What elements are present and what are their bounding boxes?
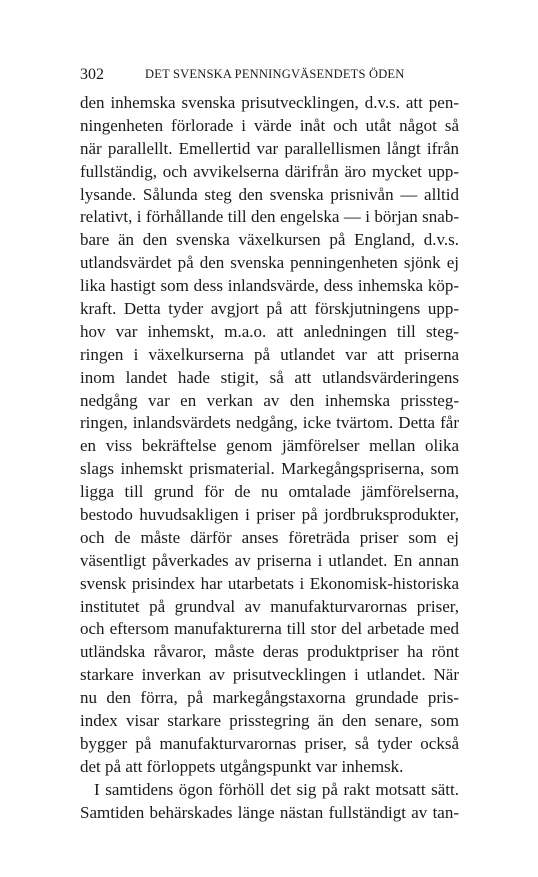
text-line: Samtiden behärskades länge nästan fullständigt av tan- (80, 802, 459, 822)
text-line: inom landet hade stigit, så att utlandsvärderingens (80, 367, 459, 387)
text-line: utländska råvaror, måste deras produktpriser ha rönt (80, 642, 459, 662)
text-line: nedgång var en verkan av den inhemska prissteg- (80, 390, 459, 410)
text-line: ringen, inlandsvärdets nedgång, icke tvärtom. Detta får (80, 413, 459, 433)
text-line: bygger på manufakturvarornas priser, så tyder också (80, 733, 459, 753)
text-line: kraft. Detta tyder avgjort på att förskjutningens upp- (80, 299, 459, 319)
text-line: ningenheten förlorade i värde inåt och utåt något så (80, 115, 459, 135)
text-line: svensk prisindex har utarbetats i Ekonomisk-historiska (80, 573, 459, 593)
text-line: hov var inhemskt, m.a.o. att anledningen till steg- (80, 321, 459, 341)
page-header (80, 66, 460, 86)
text-line: relativt, i förhållande till den engelska — i början snab- (80, 207, 459, 227)
text-line: den inhemska svenska prisutvecklingen, d.v.s. att pen- (80, 93, 459, 112)
text-line: starkare inverkan av prisutvecklingen i utlandet. När (80, 665, 459, 685)
text-line: slags inhemskt prismaterial. Markegångspriserna, som (80, 459, 459, 479)
text-line: utlandsvärdet på den svenska penningenheten sjönk ej (80, 253, 459, 273)
paragraph-last-line: det på att förloppets utgångspunkt var inhemsk. (80, 756, 404, 776)
text-line: ligga till grund för de nu omtalade jämförelserna, (80, 482, 459, 502)
text-line: institutet på grundval av manufakturvarornas priser, (80, 596, 459, 616)
text-line: bestodo huvudsakligen i priser på jordbruksprodukter, (80, 505, 459, 525)
text-line: när parallellt. Emellertid var parallellismen långt ifrån (80, 138, 459, 158)
text-line: en viss bekräftelse genom jämförelser mellan olika (80, 436, 459, 456)
text-line: lysande. Sålunda steg den svenska prisnivån — alltid (80, 184, 459, 204)
paragraph-first-line: I samtidens ögon förhöll det sig på rakt motsatt sätt. (94, 779, 459, 799)
running-head: DET SVENSKA PENNINGVÄSENDETS ÖDEN (145, 67, 405, 81)
text-line: och de måste därför anses företräda priser som ej (80, 527, 459, 547)
text-line: nu den förra, på markegångstaxorna grundade pris- (80, 688, 459, 708)
body-text (80, 92, 459, 825)
text-line: lika hastigt som dess inlandsvärde, dess inhemska köp- (80, 276, 459, 296)
text-line: index visar starkare prisstegring än den senare, som (80, 711, 459, 731)
text-line: ringen i växelkurserna på utlandet var att priserna (80, 344, 459, 364)
text-line: bare än den svenska växelkursen på England, d.v.s. (80, 230, 459, 250)
text-line: fullständig, och avvikelserna därifrån äro mycket upp- (80, 161, 459, 181)
text-line: och eftersom manufakturerna till stor del arbetade med (80, 619, 459, 639)
text-line: väsentligt påverkades av priserna i utlandet. En annan (80, 550, 459, 570)
page-number: 302 (80, 66, 104, 83)
